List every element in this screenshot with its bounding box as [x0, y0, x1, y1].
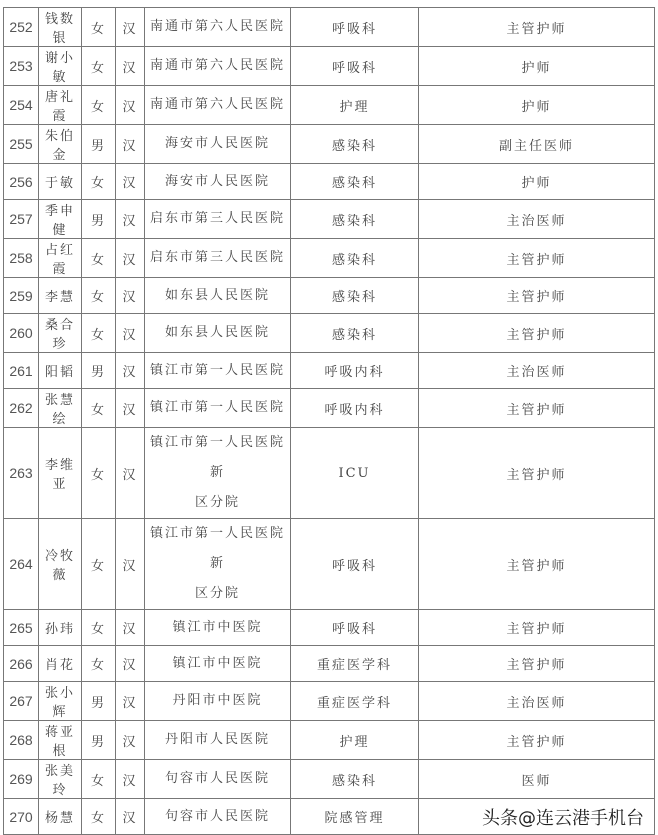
title-text: 护师 [521, 99, 552, 115]
hospital-line: 丹阳市人民医院 [164, 732, 270, 747]
table-row [4, 760, 655, 799]
title-cell [419, 278, 655, 314]
table-row [4, 86, 655, 125]
title-text: 副主任医师 [498, 138, 574, 154]
title-text: 医师 [521, 773, 552, 789]
hospital-line: 南通市第六人民医院 [149, 97, 285, 112]
department-cell: ICU [291, 428, 419, 519]
hospital-line: 如东县人民医院 [164, 325, 270, 340]
table-row [4, 353, 655, 389]
hospital-line: 丹阳市中医院 [172, 693, 263, 708]
row-number: 265 [4, 610, 39, 646]
department-cell: 护理 [291, 721, 419, 760]
sex-cell: 女 [82, 239, 116, 278]
title-cell [419, 200, 655, 239]
title-cell [419, 428, 655, 519]
hospital-cell [145, 164, 291, 200]
department-cell: 重症医学科 [291, 682, 419, 721]
hospital-cell [145, 389, 291, 428]
department-cell: 感染科 [291, 239, 419, 278]
hospital-cell [145, 682, 291, 721]
title-cell [419, 610, 655, 646]
row-number: 260 [4, 314, 39, 353]
title-cell [419, 86, 655, 125]
hospital-cell [145, 8, 291, 47]
hospital-cell [145, 86, 291, 125]
hospital-cell [145, 47, 291, 86]
title-text: 主管护师 [506, 467, 567, 483]
hospital-line: 如东县人民医院 [164, 287, 270, 303]
hospital-cell [145, 239, 291, 278]
ethnicity-cell: 汉 [116, 610, 145, 646]
hospital-cell [145, 200, 291, 239]
department-cell: 感染科 [291, 164, 419, 200]
sex-cell: 男 [82, 721, 116, 760]
name-cell: 张美玲 [39, 760, 82, 799]
hospital-cell [145, 799, 291, 835]
row-number: 269 [4, 760, 39, 799]
title-cell [419, 314, 655, 353]
sex-cell: 女 [82, 389, 116, 428]
title-cell [419, 721, 655, 760]
hospital-line: 海安市人民医院 [164, 136, 270, 151]
table-row [4, 8, 655, 47]
title-text: 主管护师 [506, 327, 567, 343]
hospital-line: 镇江市中医院 [172, 619, 263, 635]
title-text: 主治医师 [506, 695, 567, 711]
title-cell [419, 646, 655, 682]
table-row [4, 646, 655, 682]
ethnicity-cell: 汉 [116, 646, 145, 682]
row-number: 268 [4, 721, 39, 760]
sex-cell: 女 [82, 610, 116, 646]
name-cell: 张小辉 [39, 682, 82, 721]
hospital-line: 区分院 [194, 586, 240, 601]
department-cell: 呼吸科 [291, 519, 419, 610]
sex-cell: 女 [82, 314, 116, 353]
row-number: 254 [4, 86, 39, 125]
name-cell: 李慧 [39, 278, 82, 314]
table-row [4, 278, 655, 314]
row-number: 255 [4, 125, 39, 164]
title-cell [419, 682, 655, 721]
title-text: 主管护师 [506, 252, 567, 268]
hospital-cell [145, 721, 291, 760]
department-cell: 重症医学科 [291, 646, 419, 682]
ethnicity-cell: 汉 [116, 428, 145, 519]
title-text: 主管护师 [506, 402, 567, 418]
department-cell: 呼吸科 [291, 8, 419, 47]
table-row [4, 610, 655, 646]
sex-cell: 女 [82, 519, 116, 610]
hospital-line: 镇江市中医院 [172, 655, 263, 671]
title-text: 主管护师 [506, 734, 567, 750]
hospital-cell [145, 760, 291, 799]
name-cell: 李维亚 [39, 428, 82, 519]
table-row [4, 200, 655, 239]
department-cell: 感染科 [291, 278, 419, 314]
name-cell: 朱伯金 [39, 125, 82, 164]
name-cell: 杨慧 [39, 799, 82, 835]
sex-cell: 女 [82, 428, 116, 519]
sex-cell: 女 [82, 47, 116, 86]
title-text: 护师 [521, 176, 552, 191]
row-number: 256 [4, 164, 39, 200]
row-number: 270 [4, 799, 39, 835]
table-row [4, 389, 655, 428]
ethnicity-cell: 汉 [116, 389, 145, 428]
title-cell [419, 125, 655, 164]
title-cell [419, 519, 655, 610]
sex-cell: 女 [82, 760, 116, 799]
row-number: 267 [4, 682, 39, 721]
hospital-line: 区分院 [194, 495, 240, 510]
hospital-line: 句容市人民医院 [164, 808, 270, 824]
hospital-line: 句容市人民医院 [164, 771, 270, 786]
table-row [4, 239, 655, 278]
title-cell [419, 353, 655, 389]
department-cell: 院感管理 [291, 799, 419, 835]
hospital-cell [145, 278, 291, 314]
sex-cell: 女 [82, 278, 116, 314]
ethnicity-cell: 汉 [116, 519, 145, 610]
name-cell: 季申健 [39, 200, 82, 239]
department-cell: 护理 [291, 86, 419, 125]
name-cell: 唐礼霞 [39, 86, 82, 125]
name-cell: 阳韬 [39, 353, 82, 389]
ethnicity-cell: 汉 [116, 799, 145, 835]
title-text: 主管护师 [506, 558, 567, 574]
hospital-cell [145, 125, 291, 164]
hospital-line: 镇江市第一人民医院新 [149, 435, 285, 480]
hospital-line: 镇江市第一人民医院新 [149, 526, 285, 571]
name-cell: 张慧绘 [39, 389, 82, 428]
title-cell [419, 8, 655, 47]
row-number: 263 [4, 428, 39, 519]
table-row [4, 682, 655, 721]
table-row [4, 125, 655, 164]
ethnicity-cell: 汉 [116, 314, 145, 353]
table-row [4, 721, 655, 760]
hospital-cell [145, 428, 291, 519]
hospital-cell [145, 353, 291, 389]
row-number: 264 [4, 519, 39, 610]
hospital-line: 镇江市第一人民医院 [149, 362, 285, 378]
hospital-cell [145, 519, 291, 610]
row-number: 266 [4, 646, 39, 682]
row-number: 252 [4, 8, 39, 47]
hospital-line: 海安市人民医院 [164, 173, 270, 189]
name-cell: 冷牧薇 [39, 519, 82, 610]
department-cell: 呼吸科 [291, 610, 419, 646]
hospital-line: 镇江市第一人民医院 [149, 400, 285, 415]
sex-cell: 女 [82, 164, 116, 200]
name-cell: 肖花 [39, 646, 82, 682]
table-row [4, 314, 655, 353]
hospital-line: 南通市第六人民医院 [149, 19, 285, 34]
department-cell: 感染科 [291, 200, 419, 239]
department-cell: 感染科 [291, 760, 419, 799]
ethnicity-cell: 汉 [116, 8, 145, 47]
name-cell: 于敏 [39, 164, 82, 200]
sex-cell: 男 [82, 353, 116, 389]
table-row [4, 47, 655, 86]
ethnicity-cell: 汉 [116, 278, 145, 314]
table-row [4, 519, 655, 610]
sex-cell: 男 [82, 200, 116, 239]
sex-cell: 女 [82, 799, 116, 835]
title-cell [419, 47, 655, 86]
department-cell: 感染科 [291, 314, 419, 353]
title-text: 主治医师 [506, 365, 567, 380]
ethnicity-cell: 汉 [116, 353, 145, 389]
row-number: 253 [4, 47, 39, 86]
title-text: 主管护师 [506, 21, 567, 37]
row-number: 258 [4, 239, 39, 278]
ethnicity-cell: 汉 [116, 721, 145, 760]
name-cell: 谢小敏 [39, 47, 82, 86]
sex-cell: 女 [82, 646, 116, 682]
name-cell: 孙玮 [39, 610, 82, 646]
title-text: 主管护师 [506, 290, 567, 305]
department-cell: 感染科 [291, 125, 419, 164]
table-row [4, 799, 655, 835]
title-text: 主治医师 [506, 213, 567, 229]
title-text: 主管护师 [506, 658, 567, 673]
table-row [4, 428, 655, 519]
sex-cell: 男 [82, 125, 116, 164]
title-cell [419, 164, 655, 200]
sex-cell: 女 [82, 8, 116, 47]
hospital-line: 南通市第六人民医院 [149, 58, 285, 73]
table-body [4, 8, 655, 835]
ethnicity-cell: 汉 [116, 200, 145, 239]
title-cell [419, 239, 655, 278]
name-cell: 钱数银 [39, 8, 82, 47]
name-cell: 桑合珍 [39, 314, 82, 353]
row-number: 257 [4, 200, 39, 239]
hospital-line: 启东市第三人民医院 [149, 250, 285, 265]
sex-cell: 女 [82, 86, 116, 125]
title-cell [419, 389, 655, 428]
ethnicity-cell: 汉 [116, 164, 145, 200]
hospital-cell [145, 610, 291, 646]
hospital-cell [145, 646, 291, 682]
row-number: 262 [4, 389, 39, 428]
table-row [4, 164, 655, 200]
department-cell: 呼吸科 [291, 47, 419, 86]
watermark: 头条@连云港手机台 [482, 807, 644, 829]
personnel-table [3, 7, 655, 835]
title-text: 主管护师 [506, 622, 567, 637]
ethnicity-cell: 汉 [116, 86, 145, 125]
hospital-line: 启东市第三人民医院 [149, 211, 285, 226]
ethnicity-cell: 汉 [116, 125, 145, 164]
title-cell [419, 760, 655, 799]
sex-cell: 男 [82, 682, 116, 721]
row-number: 261 [4, 353, 39, 389]
name-cell: 蒋亚根 [39, 721, 82, 760]
department-cell: 呼吸内科 [291, 389, 419, 428]
row-number: 259 [4, 278, 39, 314]
ethnicity-cell: 汉 [116, 239, 145, 278]
title-text: 护师 [521, 60, 552, 76]
title-cell [419, 799, 655, 835]
ethnicity-cell: 汉 [116, 47, 145, 86]
ethnicity-cell: 汉 [116, 682, 145, 721]
hospital-cell [145, 314, 291, 353]
name-cell: 占红霞 [39, 239, 82, 278]
department-cell: 呼吸内科 [291, 353, 419, 389]
ethnicity-cell: 汉 [116, 760, 145, 799]
